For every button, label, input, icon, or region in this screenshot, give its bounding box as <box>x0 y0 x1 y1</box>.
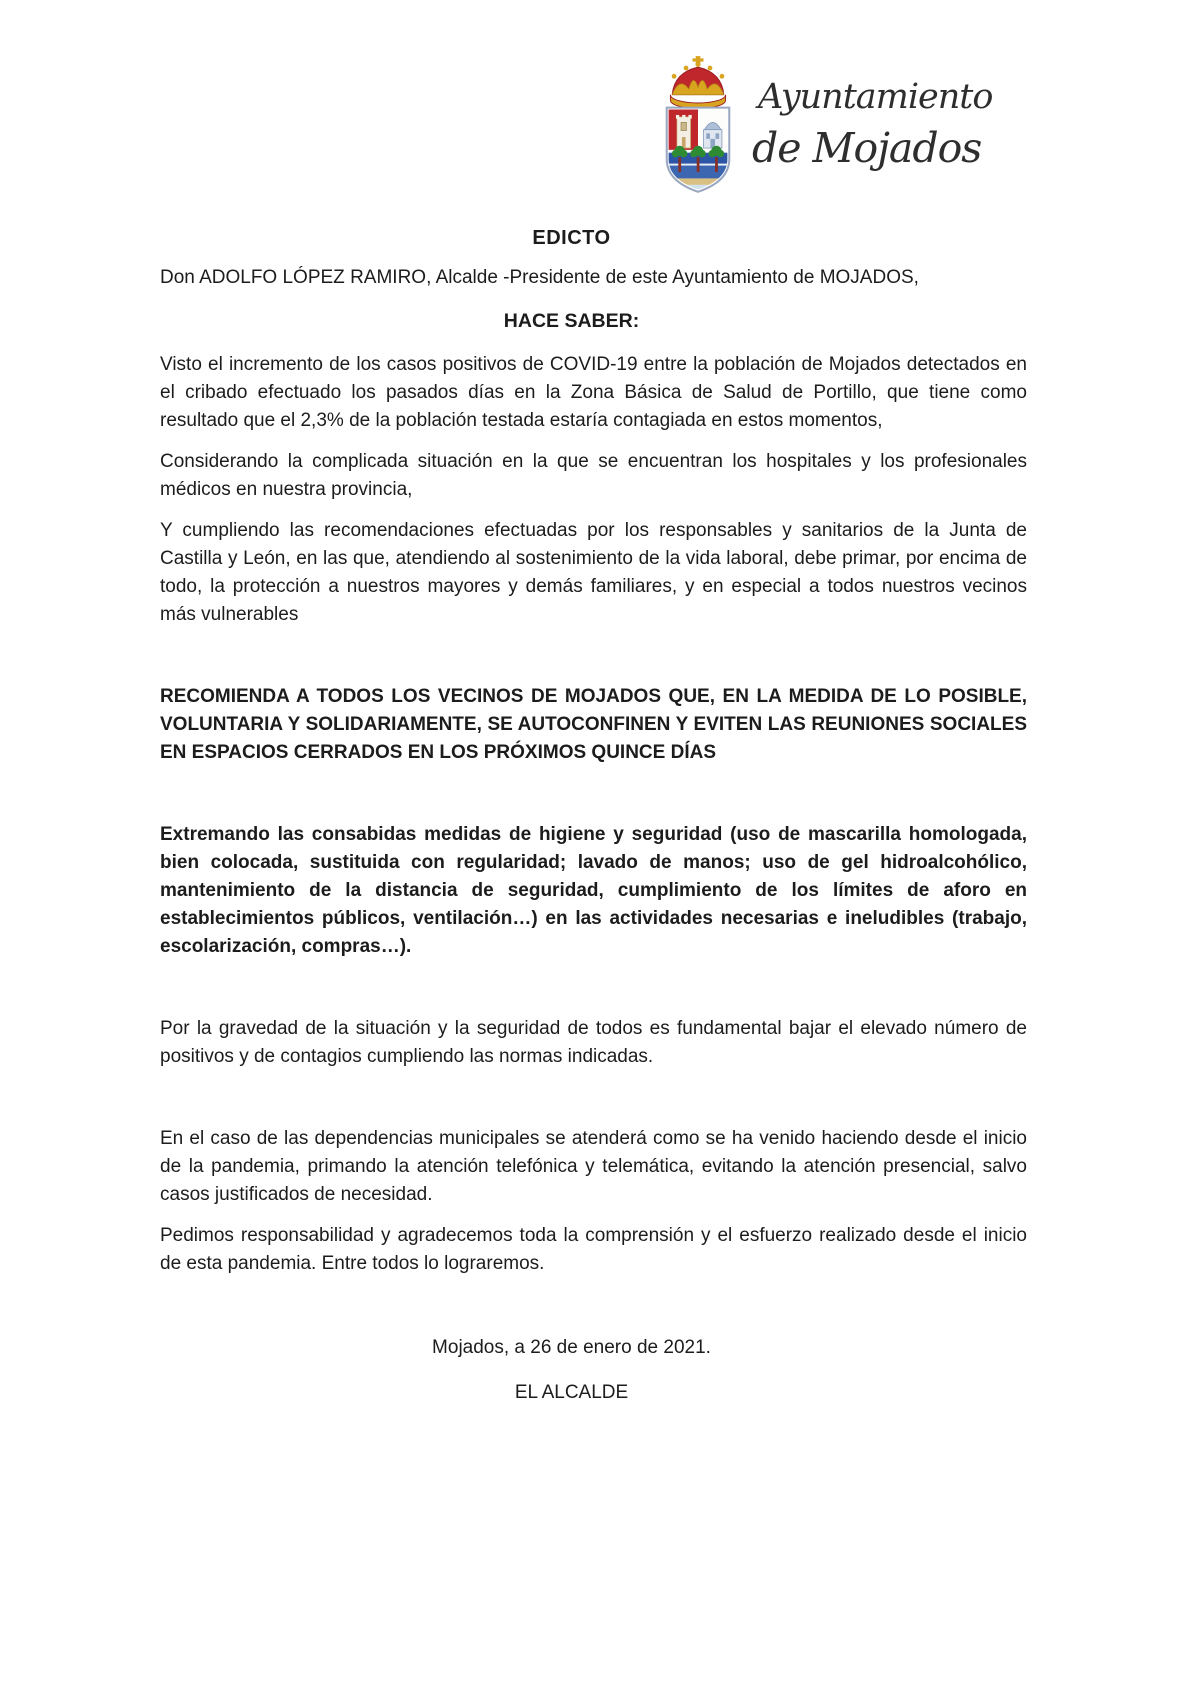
coat-of-arms-icon <box>652 52 744 200</box>
document-body <box>0 224 1199 1407</box>
municipal-logo <box>652 52 992 200</box>
paragraph-pedimos: Pedimos responsabilidad y agradecemos toda la comprensión y el esfuerzo realizado desde el inicio de esta pandemia. Entre todos lo lograremos. <box>160 1225 1027 1274</box>
intro-line: Don ADOLFO LÓPEZ RAMIRO, Alcalde -Presidente de este Ayuntamiento de MOJADOS, <box>160 267 919 288</box>
paragraph-extremando: Extremando las consabidas medidas de higiene y seguridad (uso de mascarilla homologada, bien colocada, sustituida con regularidad; lavado de manos; uso de gel hidroalcohólico, mantenimiento de la distancia de seguridad, cumplimiento de los límites de aforo en establecimientos públicos, ventilación…) en las actividades necesarias e ineludibles (trabajo, escolarización, compras…). <box>160 824 1027 957</box>
org-name-line2: de Mojados <box>752 124 982 172</box>
signature-line: EL ALCALDE <box>514 1382 629 1403</box>
date-line: Mojados, a 26 de enero de 2021. <box>432 1337 711 1358</box>
paragraph-visto: Visto el incremento de los casos positivos de COVID-19 entre la población de Mojados detectados en el cribado efectuado los pasados días en la Zona Básica de Salud de Portillo, que tiene como resultado que el 2,3% de la población testada estaría contagiada en estos momentos, <box>160 354 1027 431</box>
paragraph-dependencias: En el caso de las dependencias municipales se atenderá como se ha venido haciendo desde el inicio de la pandemia, primando la atención telefónica y telemática, evitando la atención presencial, salvo casos justificados de necesidad. <box>160 1128 1027 1205</box>
org-name-line1: Ayuntamiento <box>758 77 993 117</box>
header <box>0 0 1199 206</box>
paragraph-gravedad: Por la gravedad de la situación y la seguridad de todos es fundamental bajar el elevado número de positivos y de contagios cumpliendo las normas indicadas. <box>160 1018 1027 1067</box>
crown-icon <box>670 56 725 108</box>
paragraph-cumpliendo: Y cumpliendo las recomendaciones efectuadas por los responsables y sanitarios de la Junta de Castilla y León, en las que, atendiendo al sostenimiento de la vida laboral, debe primar, por encima de todo, la protección a nuestros mayores y demás familiares, y en especial a todos nuestros vecinos más vulnerables <box>160 520 1027 625</box>
document-subtitle: HACE SABER: <box>503 310 640 332</box>
paragraph-considerando: Considerando la complicada situación en la que se encuentran los hospitales y los profesionales médicos en nuestra provincia, <box>160 451 1027 500</box>
org-name <box>752 77 993 172</box>
shield-icon <box>667 108 730 196</box>
document-title: EDICTO <box>532 227 611 249</box>
paragraph-recomienda: RECOMIENDA A TODOS LOS VECINOS DE MOJADOS QUE, EN LA MEDIDA DE LO POSIBLE, VOLUNTARIA Y SOLIDARIAMENTE, SE AUTOCONFINEN Y EVITEN LAS REUNIONES SOCIALES EN ESPACIOS CERRADOS EN LOS PRÓXIMOS QUINCE DÍAS <box>160 686 1027 763</box>
